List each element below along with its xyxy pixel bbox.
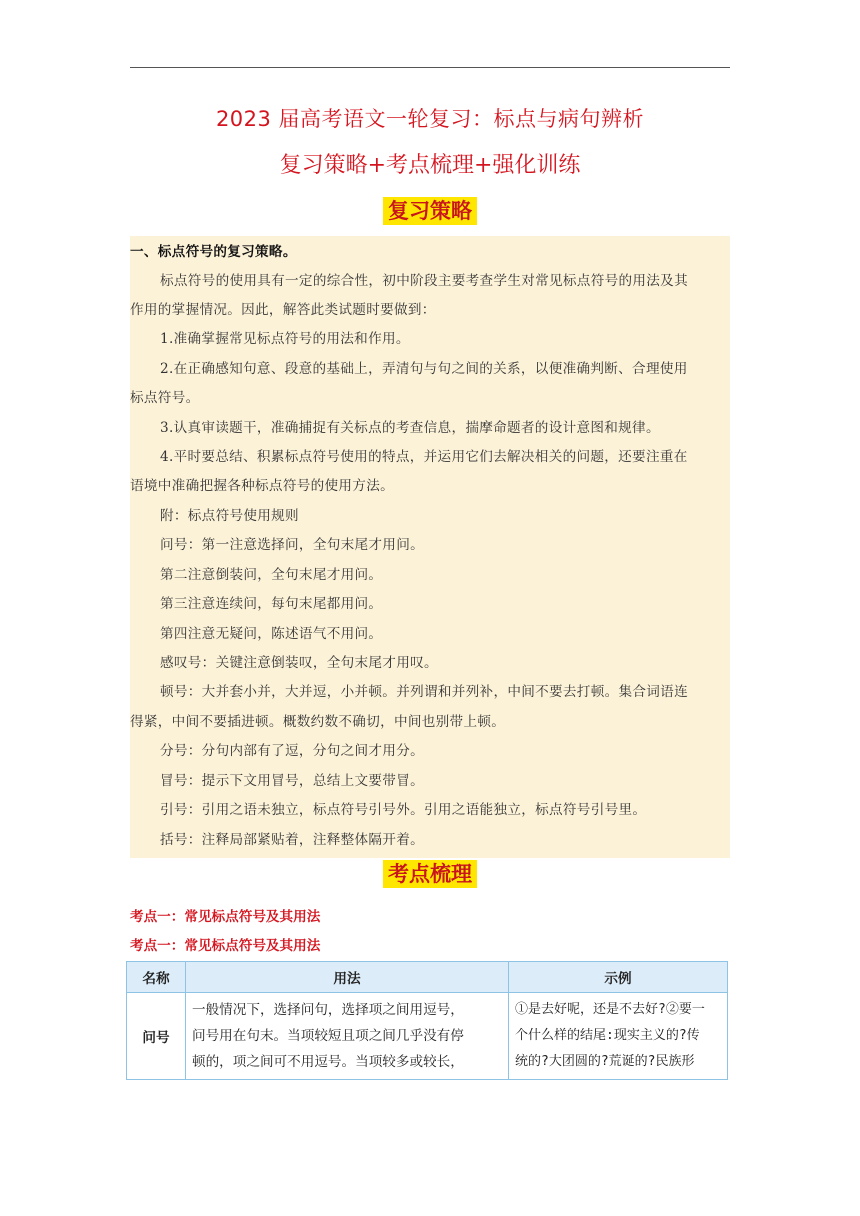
strategy-box — [130, 236, 730, 858]
cell-usage-line: 一般情况下，选择问句，选择项之间用逗号， — [192, 1002, 464, 1018]
strategy-line: 第三注意连续问，每句末尾都用问。 — [160, 596, 383, 612]
strategy-line: 问号：第一注意选择问，全句末尾才用问。 — [160, 537, 424, 553]
kaodian-heading: 考点一：常见标点符号及其用法 — [130, 909, 321, 925]
kaodian-heading: 考点一：常见标点符号及其用法 — [130, 938, 321, 954]
table-row — [127, 993, 728, 1080]
strategy-line: 标点符号。 — [130, 390, 200, 406]
section-heading-review-text: 考点梳理 — [383, 860, 477, 888]
column-header-name: 名称 — [127, 962, 186, 993]
strategy-line: 作用的掌握情况。因此，解答此类试题时要做到： — [130, 302, 436, 318]
cell-usage-line: 顿的，项之间可不用逗号。当项较多或较长， — [192, 1054, 464, 1070]
section-heading-strategy — [0, 195, 860, 225]
strategy-line: 语境中准确把握各种标点符号的使用方法。 — [130, 478, 394, 494]
section-heading-strategy-text: 复习策略 — [383, 197, 477, 225]
strategy-line: 一、标点符号的复习策略。 — [130, 244, 297, 260]
cell-name: 问号 — [127, 993, 186, 1080]
strategy-line: 1.准确掌握常见标点符号的用法和作用。 — [160, 331, 410, 347]
strategy-line: 第四注意无疑问，陈述语气不用问。 — [160, 626, 383, 642]
strategy-line: 4.平时要总结、积累标点符号使用的特点，并运用它们去解决相关的问题，还要注重在 — [160, 449, 688, 465]
cell-example — [509, 993, 728, 1080]
cell-example-line: 统的?大团圆的?荒诞的?民族形 — [515, 1054, 695, 1069]
strategy-line: 括号：注释局部紧贴着，注释整体隔开着。 — [160, 832, 424, 848]
column-header-example: 示例 — [509, 962, 728, 993]
cell-example-line: ①是去好呢，还是不去好?②要一 — [515, 1002, 705, 1017]
punctuation-table — [126, 961, 728, 1080]
document-subtitle: 复习策略+考点梳理+强化训练 — [279, 153, 581, 178]
strategy-line: 附：标点符号使用规则 — [160, 508, 299, 524]
strategy-line: 顿号：大并套小并，大并逗，小并顿。并列谓和并列补，中间不要去打顿。集合词语连 — [160, 684, 688, 700]
cell-usage-line: 问号用在句末。当项较短且项之间几乎没有停 — [192, 1028, 464, 1044]
strategy-line: 分号：分句内部有了逗，分句之间才用分。 — [160, 743, 424, 759]
document-title: 2023 届高考语文一轮复习：标点与病句辨析 — [215, 107, 645, 131]
strategy-line: 标点符号的使用具有一定的综合性，初中阶段主要考查学生对常见标点符号的用法及其 — [160, 273, 688, 289]
cell-usage — [186, 993, 509, 1080]
strategy-line: 2.在正确感知句意、段意的基础上，弄清句与句之间的关系，以便准确判断、合理使用 — [160, 361, 688, 377]
strategy-line: 感叹号：关键注意倒装叹，全句末尾才用叹。 — [160, 655, 438, 671]
header-rule — [130, 67, 730, 68]
table-header-row — [127, 962, 728, 993]
cell-example-line: 个什么样的结尾:现实主义的?传 — [515, 1028, 700, 1043]
strategy-line: 得紧，中间不要插进顿。概数约数不确切，中间也别带上顿。 — [130, 714, 506, 730]
section-heading-review — [0, 858, 860, 888]
strategy-line: 引号：引用之语未独立，标点符号引号外。引用之语能独立，标点符号引号里。 — [160, 802, 647, 818]
strategy-line: 3.认真审读题干，准确捕捉有关标点的考查信息，揣摩命题者的设计意图和规律。 — [160, 420, 660, 436]
strategy-line: 冒号：提示下文用冒号，总结上文要带冒。 — [160, 773, 424, 789]
strategy-line: 第二注意倒装问，全句末尾才用问。 — [160, 567, 383, 583]
column-header-usage: 用法 — [186, 962, 509, 993]
